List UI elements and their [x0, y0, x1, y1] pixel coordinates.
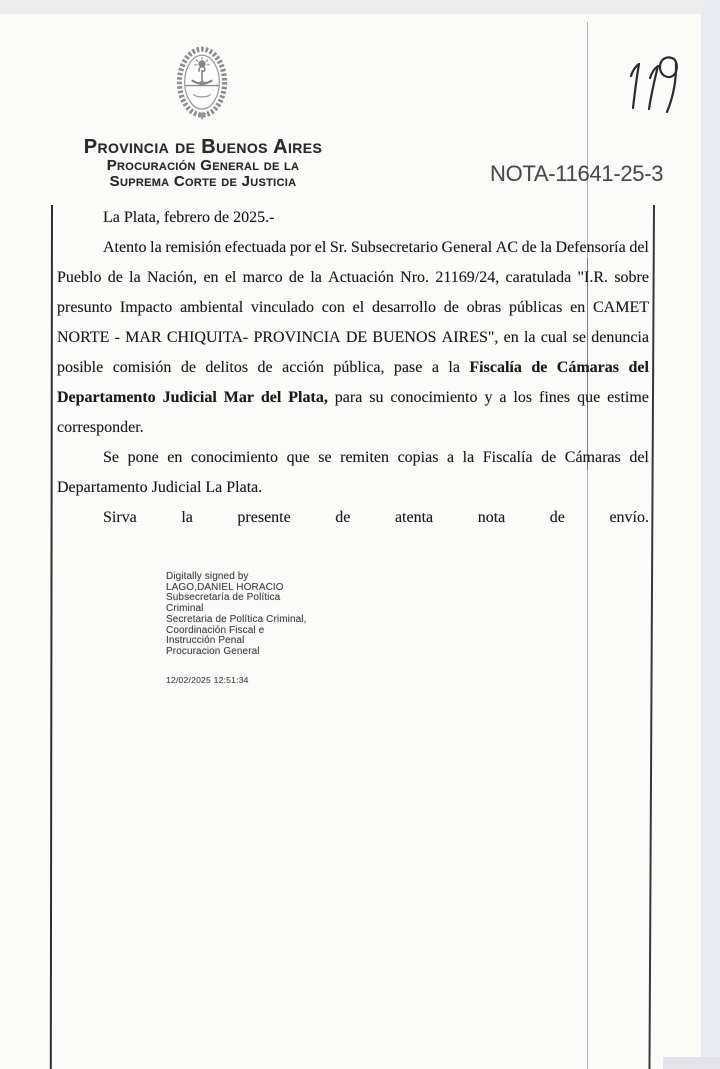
scan-margin-top: [0, 0, 720, 14]
signature-line: Criminal: [166, 603, 204, 615]
signature-line: LAGO,DANIEL HORACIO: [166, 581, 284, 593]
body-line: Pueblo de la Nación, en el marco de la Actuación Nro. 21169/24, caratulada "I.R. sobre: [57, 269, 649, 286]
signature-lines: [166, 572, 306, 658]
coat-of-arms-icon: [176, 44, 228, 122]
document-body: [57, 203, 649, 533]
body-line: Departamento Judicial La Plata.: [57, 479, 263, 496]
body-line: Sirva la presente de atenta nota de envío.: [103, 509, 649, 526]
body-line: NORTE - MAR CHIQUITA- PROVINCIA DE BUENOS AIRES", en la cual se denuncia: [57, 329, 649, 346]
signature-timestamp: 12/02/2025 12:51:34: [166, 674, 249, 685]
body-line: Departamento Judicial Mar del Plata, para su conocimiento y a los fines que estime: [57, 389, 649, 406]
body-line: Atento la remisión efectuada por el Sr. Subsecretario General AC de la Defensoría del: [103, 239, 649, 256]
signature-line: Secretaria de Política Criminal,: [166, 613, 307, 625]
signature-line: Coordinación Fiscal e: [166, 624, 265, 636]
signature-line: Procuracion General: [166, 645, 260, 657]
org-name-line2: Procuración General de la: [106, 157, 300, 174]
handwritten-page-number: [600, 40, 692, 122]
scan-border-right: [648, 205, 655, 1069]
signature-block: [166, 572, 306, 685]
signature-line: Subsecretaría de Política: [166, 592, 281, 604]
body-line: posible comisión de delitos de acción pública, pase a la Fiscalía de Cámaras del: [57, 359, 649, 376]
org-name-line1: Provincia de Buenos Aires: [83, 136, 323, 158]
body-line: corresponder.: [57, 419, 144, 436]
document-reference: NOTA-11641-25-3: [490, 161, 664, 186]
body-line: presunto Impacto ambiental vinculado con el desarrollo de obras públicas en CAMET: [57, 299, 649, 316]
signature-line: Instrucción Penal: [166, 635, 245, 647]
scan-border-left: [50, 205, 53, 1069]
body-line: Se pone en conocimiento que se remiten copias a la Fiscalía de Cámaras del: [103, 449, 649, 466]
letterhead: [58, 136, 348, 190]
signature-line: Digitally signed by: [166, 571, 249, 582]
scan-margin-right: [701, 0, 720, 1069]
body-line: La Plata, febrero de 2025.-: [103, 209, 275, 226]
scan-corner-patch: [663, 1057, 720, 1069]
org-name-line3: Suprema Corte de Justicia: [109, 173, 297, 190]
